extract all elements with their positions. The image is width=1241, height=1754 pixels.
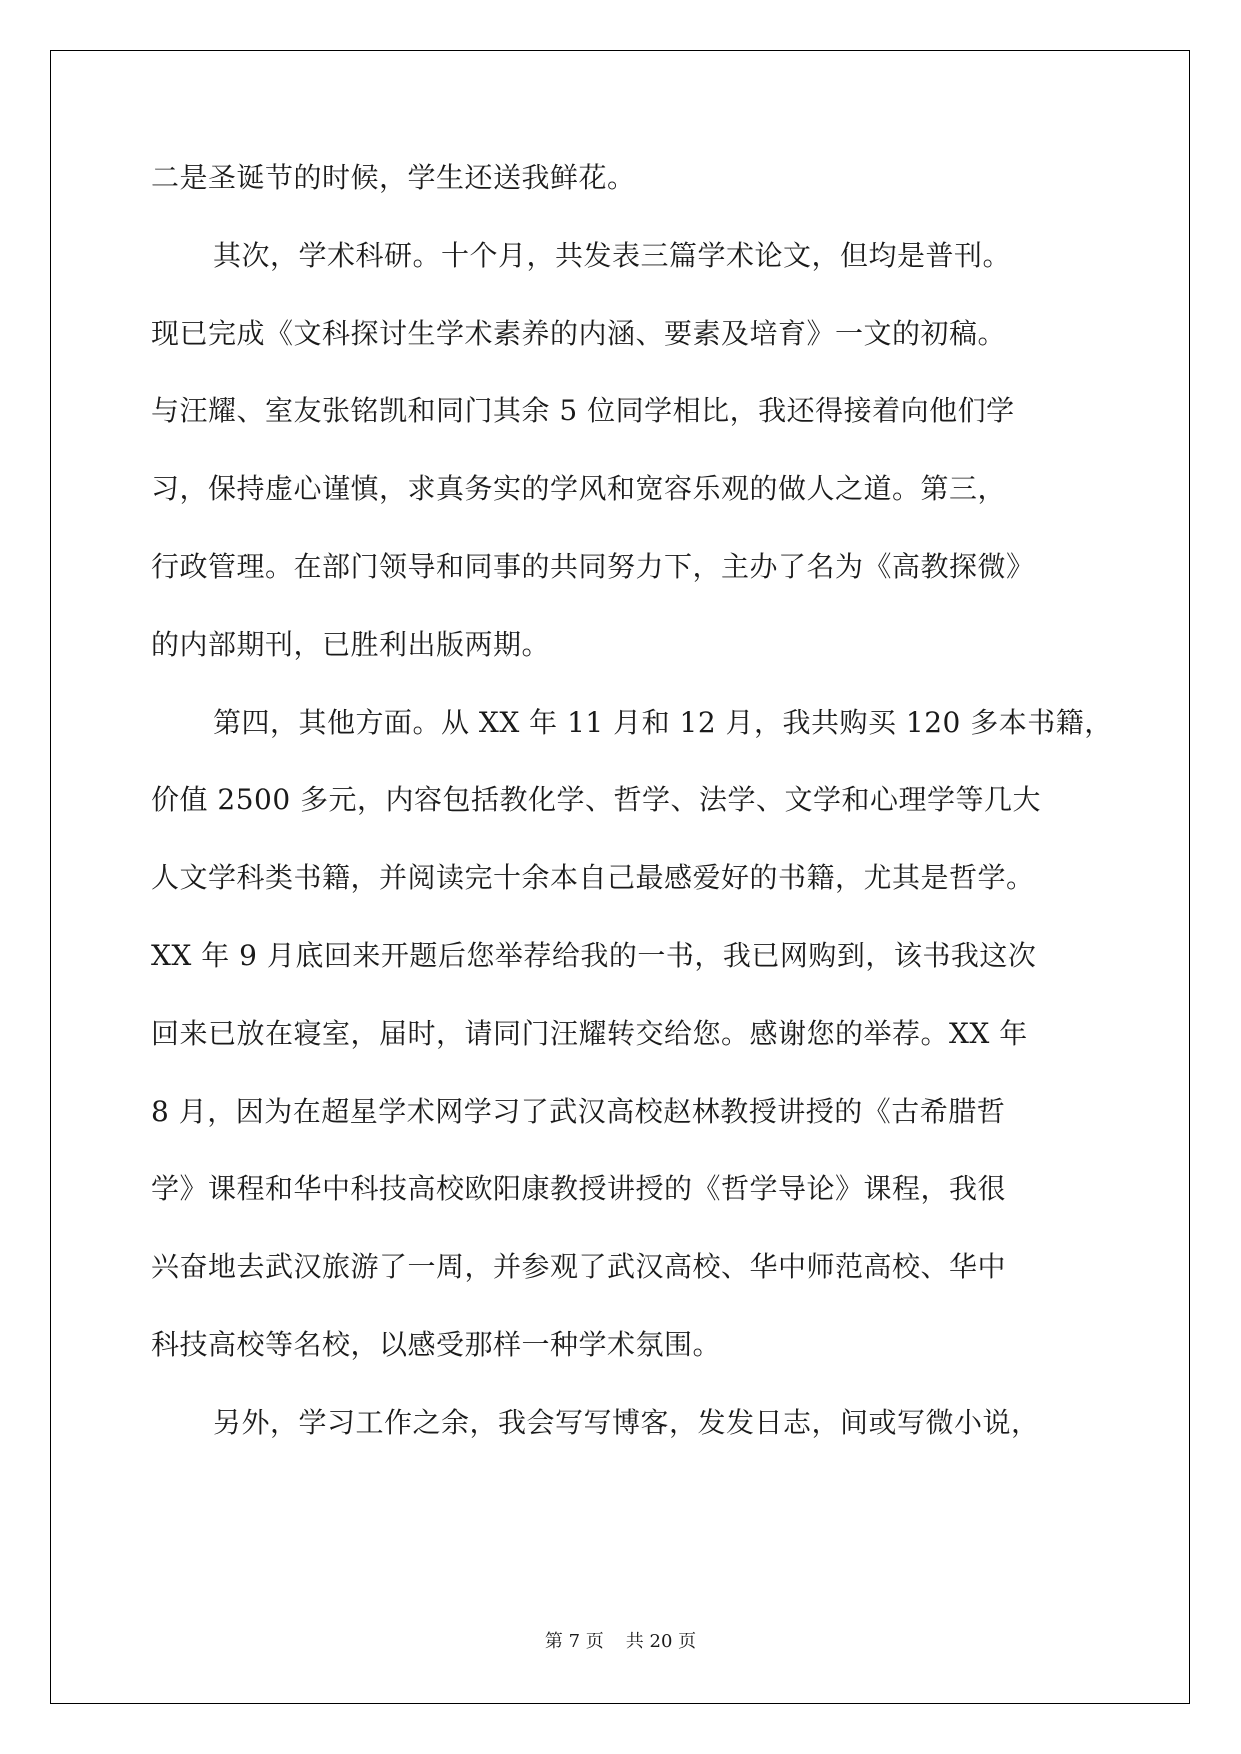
- text-line: 习，保持虚心谨慎，求真务实的学风和宽容乐观的做人之道。第三，: [151, 472, 1007, 506]
- text-line: 人文学科类书籍，并阅读完十余本自己最感爱好的书籍，尤其是哲学。: [151, 861, 1035, 895]
- page-footer: [0, 1627, 1241, 1653]
- text-line: XX 年 9 月底回来开题后您举荐给我的一书，我已网购到，该书我这次: [151, 938, 1037, 972]
- text-line: 现已完成《文科探讨生学术素养的内涵、要素及培育》一文的初稿。: [151, 316, 1007, 350]
- text-line: 回来已放在寝室，届时，请同门汪耀转交给您。感谢您的举荐。XX 年: [151, 1016, 1028, 1050]
- text-line: 科技高校等名校，以感受那样一种学术氛围。: [151, 1327, 722, 1361]
- page-number: 第 7 页: [544, 1631, 604, 1652]
- text-line: 另外，学习工作之余，我会写写博客，发发日志，间或写微小说，: [213, 1405, 1040, 1439]
- text-line: 与汪耀、室友张铭凯和同门其余 5 位同学相比，我还得接着向他们学: [151, 394, 1015, 428]
- text-line: 价值 2500 多元，内容包括教化学、哲学、法学、文学和心理学等几大: [151, 783, 1042, 817]
- page-total: 共 20 页: [625, 1631, 697, 1652]
- text-line: 第四，其他方面。从 XX 年 11 月和 12 月，我共购买 120 多本书籍，: [213, 705, 1113, 739]
- text-line: 学》课程和华中科技高校欧阳康教授讲授的《哲学导论》课程，我很: [151, 1172, 1007, 1206]
- text-line: 的内部期刊，已胜利出版两期。: [151, 627, 551, 661]
- text-line: 8 月，因为在超星学术网学习了武汉高校赵林教授讲授的《古希腊哲: [151, 1094, 1006, 1128]
- text-line: 行政管理。在部门领导和同事的共同努力下，主办了名为《高教探微》: [151, 549, 1035, 583]
- text-line: 其次，学术科研。十个月，共发表三篇学术论文，但均是普刊。: [213, 238, 1012, 272]
- text-line: 兴奋地去武汉旅游了一周，并参观了武汉高校、华中师范高校、华中: [151, 1250, 1007, 1284]
- text-line: 二是圣诞节的时候，学生还送我鲜花。: [151, 161, 636, 194]
- document-body: [151, 160, 1111, 1483]
